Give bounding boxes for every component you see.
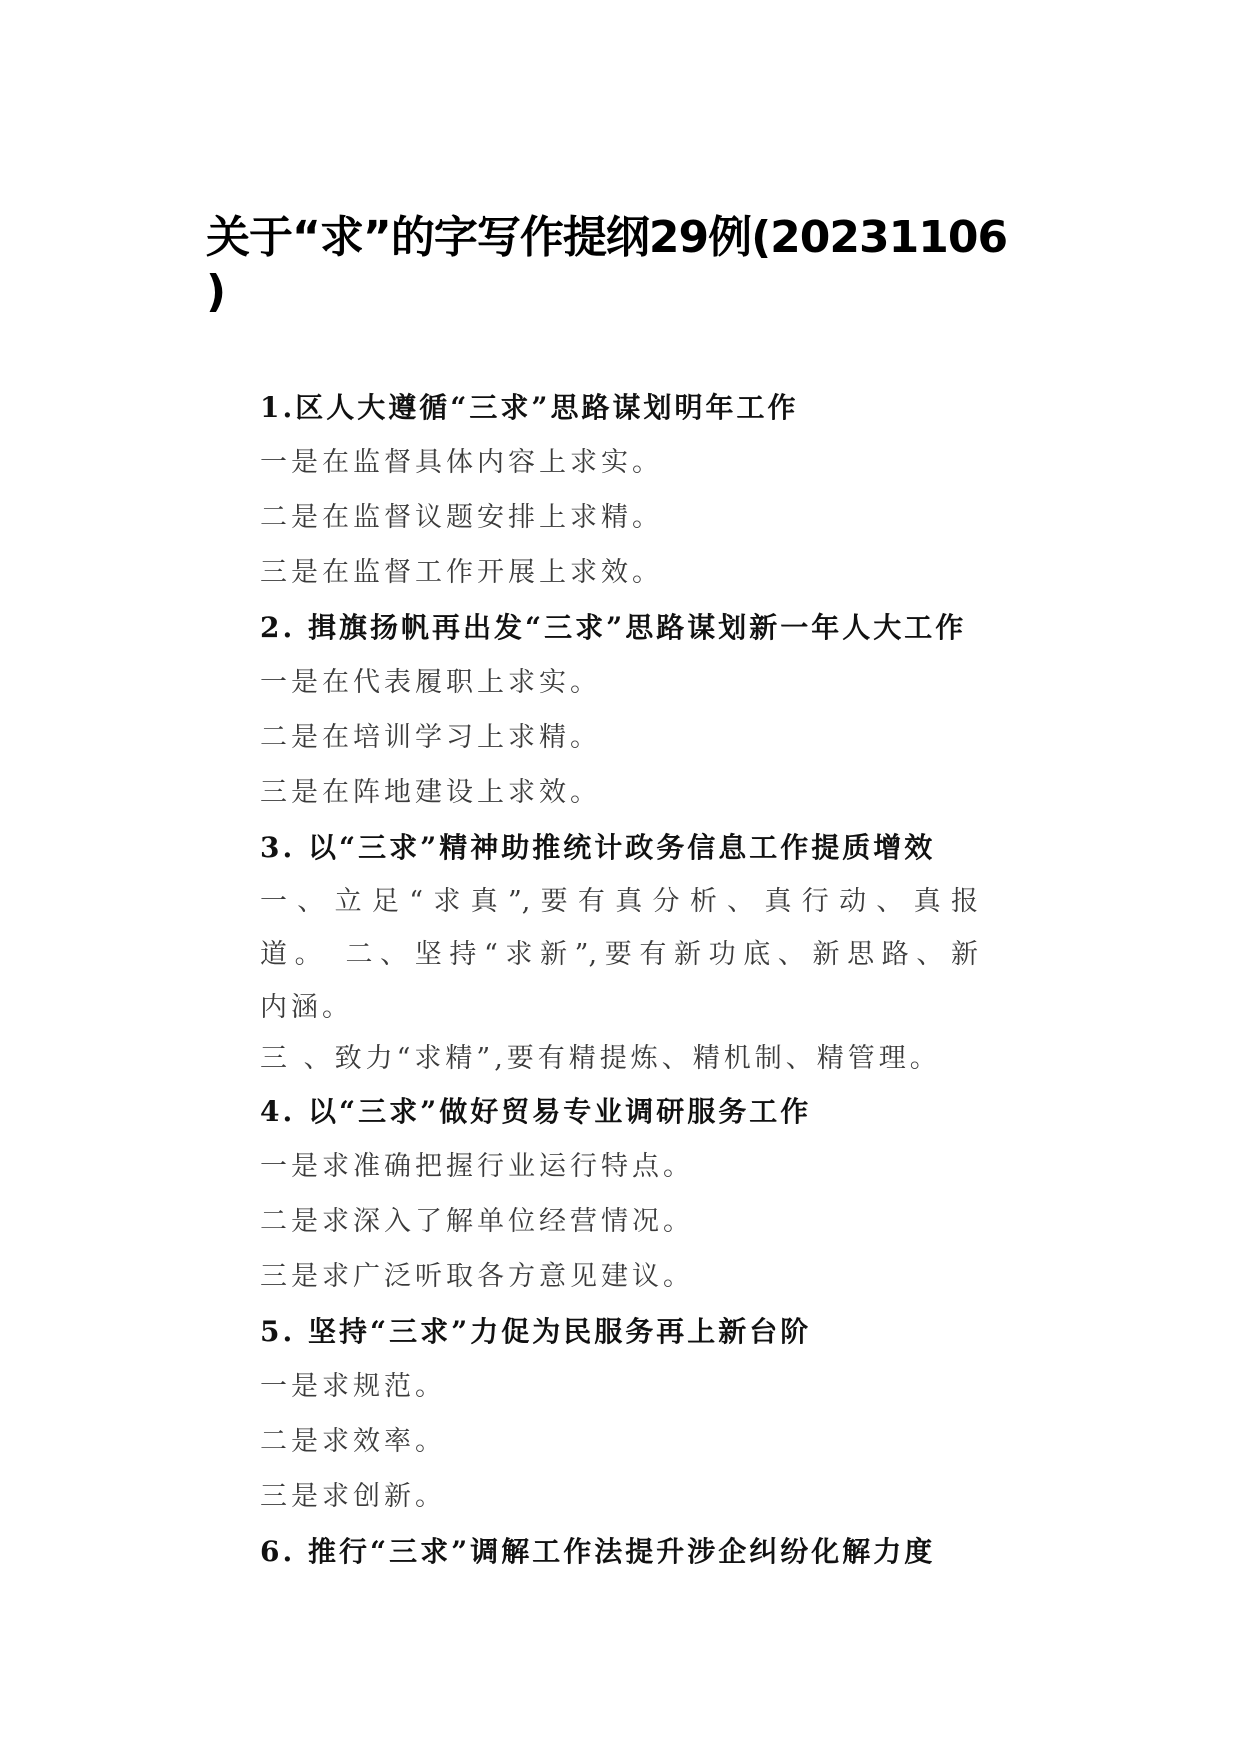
title-line-1: 关于“求”的字写作提纲29例(20231106 (206, 212, 1008, 263)
section-heading: 6. 推行“三求”调解工作法提升涉企纠纷化解力度 (260, 1535, 936, 1568)
section-line: 一、立足“求真”,要有真分析、真行动、真报 (260, 886, 978, 917)
section-heading: 4. 以“三求”做好贸易专业调研服务工作 (260, 1095, 812, 1128)
section-line: 二是求效率。 (260, 1426, 446, 1457)
section-line: 二是在培训学习上求精。 (260, 722, 601, 753)
section-line: 道。 二、坚持“求新”,要有新功底、新思路、新 (260, 939, 978, 970)
section-3 (260, 820, 1020, 1084)
document-body (260, 380, 1020, 1579)
document-title (206, 211, 1106, 319)
section-line: 三 、致力“求精”,要有精提炼、精机制、精管理。 (260, 1043, 941, 1074)
section-5 (260, 1304, 1020, 1524)
section-line: 三是求创新。 (260, 1481, 446, 1512)
section-line: 三是在阵地建设上求效。 (260, 777, 601, 808)
section-heading: 5. 坚持“三求”力促为民服务再上新台阶 (260, 1315, 812, 1348)
section-heading: 3. 以“三求”精神助推统计政务信息工作提质增效 (260, 831, 936, 864)
section-heading: 1.区人大遵循“三求”思路谋划明年工作 (260, 391, 799, 424)
section-line: 三是求广泛听取各方意见建议。 (260, 1261, 694, 1292)
section-4 (260, 1084, 1020, 1304)
section-line: 二是求深入了解单位经营情况。 (260, 1206, 694, 1237)
section-1 (260, 380, 1020, 600)
section-line: 二是在监督议题安排上求精。 (260, 502, 663, 533)
section-heading: 2. 揖旗扬帆再出发“三求”思路谋划新一年人大工作 (260, 611, 967, 644)
section-2 (260, 600, 1020, 820)
section-line: 一是在监督具体内容上求实。 (260, 447, 663, 478)
section-6 (260, 1524, 1020, 1579)
section-line: 一是求规范。 (260, 1371, 446, 1402)
title-line-2: ) (206, 266, 226, 317)
section-line: 三是在监督工作开展上求效。 (260, 557, 663, 588)
section-line: 内涵。 (260, 992, 353, 1023)
section-line: 一是在代表履职上求实。 (260, 667, 601, 698)
section-line: 一是求准确把握行业运行特点。 (260, 1151, 694, 1182)
